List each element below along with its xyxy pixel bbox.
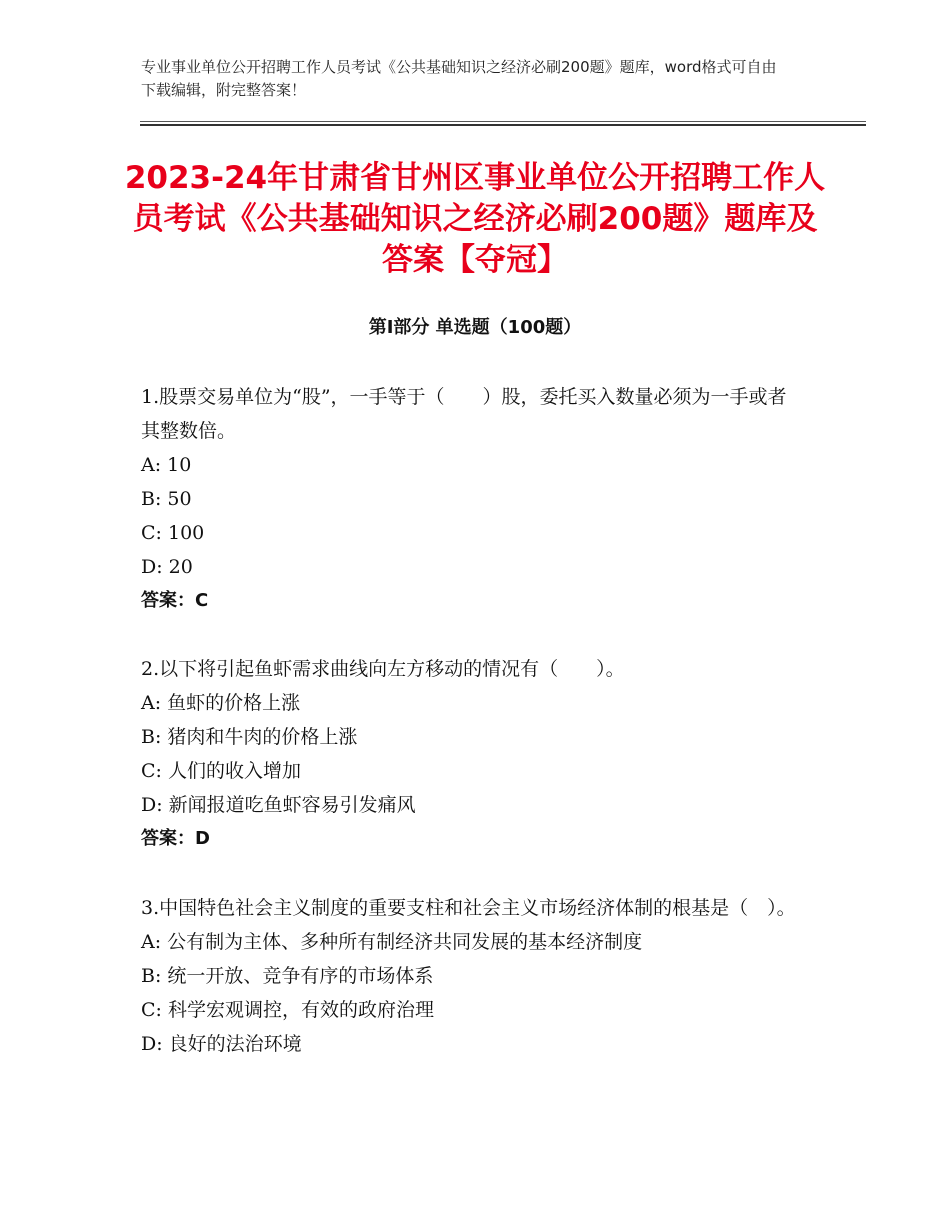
option-c: C: 100	[141, 522, 205, 544]
question-stem: 2.以下将引起鱼虾需求曲线向左方移动的情况有（ ）。	[141, 658, 625, 680]
option-d: D: 良好的法治环境	[141, 1033, 302, 1055]
option-c: C: 人们的收入增加	[141, 760, 301, 782]
document-title: 2023-24年甘肃省甘州区事业单位公开招聘工作人员考试《公共基础知识之经济必刷200题》题库及答案【夺冠】	[124, 160, 826, 278]
header-divider-thick	[140, 124, 866, 126]
option-b: B: 猪肉和牛肉的价格上涨	[141, 726, 358, 748]
header-note: 专业事业单位公开招聘工作人员考试《公共基础知识之经济必刷200题》题库，word格式可自由下载编辑，附完整答案！	[141, 58, 777, 99]
answer: 答案：D	[141, 828, 210, 849]
option-d: D: 新闻报道吃鱼虾容易引发痛风	[141, 794, 416, 816]
option-a: A: 10	[141, 454, 192, 476]
question-3	[141, 891, 801, 1061]
option-b: B: 统一开放、竞争有序的市场体系	[141, 965, 434, 987]
option-c: C: 科学宏观调控，有效的政府治理	[141, 999, 434, 1021]
answer: 答案：C	[141, 590, 209, 611]
question-stem: 3.中国特色社会主义制度的重要支柱和社会主义市场经济体制的根基是（ ）。	[141, 897, 796, 919]
option-a: A: 鱼虾的价格上涨	[141, 692, 301, 714]
header-divider-thin	[140, 121, 866, 122]
question-1	[141, 380, 801, 618]
section-title: 第Ⅰ部分 单选题（100题）	[368, 317, 582, 338]
question-stem: 1.股票交易单位为“股”，一手等于（ ）股，委托买入数量必须为一手或者其整数倍。	[141, 386, 787, 442]
option-b: B: 50	[141, 488, 192, 510]
question-2	[141, 652, 801, 856]
option-a: A: 公有制为主体、多种所有制经济共同发展的基本经济制度	[141, 931, 643, 953]
option-d: D: 20	[141, 556, 193, 578]
